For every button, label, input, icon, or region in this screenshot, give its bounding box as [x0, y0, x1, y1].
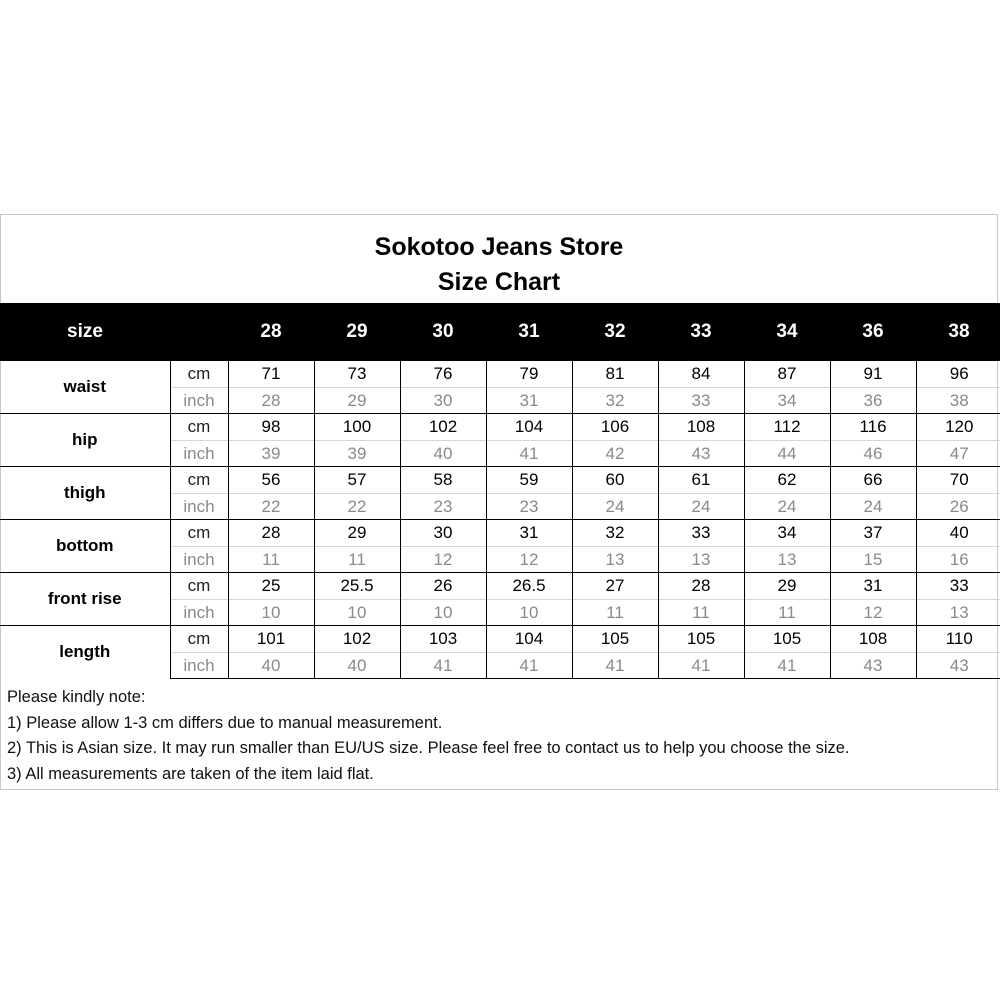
inch-value-cell: 10 [314, 600, 400, 626]
inch-value-cell: 44 [744, 441, 830, 467]
size-table [0, 303, 1000, 679]
cm-value-cell: 33 [916, 573, 1000, 600]
inch-value-cell: 12 [400, 547, 486, 573]
cm-value-cell: 37 [830, 520, 916, 547]
inch-value-cell: 10 [400, 600, 486, 626]
measure-label: hip [0, 414, 170, 467]
size-header-cell: 28 [228, 303, 314, 361]
cm-value-cell: 32 [572, 520, 658, 547]
inch-value-cell: 41 [658, 653, 744, 679]
inch-value-cell: 15 [830, 547, 916, 573]
chart-subtitle: Size Chart [437, 268, 561, 296]
inch-value-cell: 41 [572, 653, 658, 679]
cm-value-cell: 100 [314, 414, 400, 441]
measure-label: thigh [0, 467, 170, 520]
notes-heading: Please kindly note: [7, 688, 146, 706]
cm-value-cell: 70 [916, 467, 1000, 494]
unit-inch-label: inch [170, 547, 228, 573]
unit-cm-label: cm [170, 520, 228, 547]
cm-value-cell: 112 [744, 414, 830, 441]
inch-value-cell: 40 [314, 653, 400, 679]
inch-value-cell: 34 [744, 388, 830, 414]
inch-value-cell: 11 [744, 600, 830, 626]
size-header-row [0, 303, 1000, 361]
table-row [0, 361, 1000, 388]
chart-title [1, 215, 997, 303]
size-header-cell: 38 [916, 303, 1000, 361]
size-header-cell: 30 [400, 303, 486, 361]
cm-value-cell: 91 [830, 361, 916, 388]
inch-value-cell: 40 [400, 441, 486, 467]
inch-value-cell: 11 [314, 547, 400, 573]
unit-inch-label: inch [170, 388, 228, 414]
cm-value-cell: 104 [486, 414, 572, 441]
inch-value-cell: 11 [658, 600, 744, 626]
inch-value-cell: 43 [658, 441, 744, 467]
inch-value-cell: 26 [916, 494, 1000, 520]
cm-value-cell: 66 [830, 467, 916, 494]
table-row [0, 414, 1000, 441]
cm-value-cell: 29 [314, 520, 400, 547]
inch-value-cell: 32 [572, 388, 658, 414]
cm-value-cell: 104 [486, 626, 572, 653]
cm-value-cell: 105 [744, 626, 830, 653]
notes-section [1, 679, 997, 787]
inch-value-cell: 13 [572, 547, 658, 573]
size-header-cell: 33 [658, 303, 744, 361]
inch-value-cell: 10 [228, 600, 314, 626]
inch-value-cell: 41 [486, 653, 572, 679]
inch-value-cell: 23 [486, 494, 572, 520]
cm-value-cell: 96 [916, 361, 1000, 388]
size-header-cell: 32 [572, 303, 658, 361]
inch-value-cell: 29 [314, 388, 400, 414]
note-item: 3) All measurements are taken of the item laid flat. [7, 764, 374, 783]
unit-inch-label: inch [170, 441, 228, 467]
unit-inch-label: inch [170, 653, 228, 679]
cm-value-cell: 76 [400, 361, 486, 388]
size-header-label: size [0, 303, 170, 361]
inch-value-cell: 46 [830, 441, 916, 467]
cm-value-cell: 56 [228, 467, 314, 494]
unit-inch-label: inch [170, 494, 228, 520]
inch-value-cell: 24 [572, 494, 658, 520]
inch-value-cell: 38 [916, 388, 1000, 414]
cm-value-cell: 120 [916, 414, 1000, 441]
cm-value-cell: 87 [744, 361, 830, 388]
size-chart [0, 214, 998, 790]
inch-value-cell: 16 [916, 547, 1000, 573]
cm-value-cell: 98 [228, 414, 314, 441]
inch-value-cell: 13 [744, 547, 830, 573]
table-row [0, 520, 1000, 547]
cm-value-cell: 30 [400, 520, 486, 547]
inch-value-cell: 39 [314, 441, 400, 467]
table-row [0, 626, 1000, 653]
cm-value-cell: 26.5 [486, 573, 572, 600]
cm-value-cell: 33 [658, 520, 744, 547]
unit-cm-label: cm [170, 573, 228, 600]
inch-value-cell: 41 [744, 653, 830, 679]
cm-value-cell: 105 [658, 626, 744, 653]
inch-value-cell: 41 [400, 653, 486, 679]
cm-value-cell: 101 [228, 626, 314, 653]
unit-cm-label: cm [170, 626, 228, 653]
cm-value-cell: 106 [572, 414, 658, 441]
cm-value-cell: 102 [314, 626, 400, 653]
table-row [0, 467, 1000, 494]
cm-value-cell: 25 [228, 573, 314, 600]
inch-value-cell: 24 [658, 494, 744, 520]
inch-value-cell: 13 [916, 600, 1000, 626]
unit-inch-label: inch [170, 600, 228, 626]
inch-value-cell: 24 [830, 494, 916, 520]
cm-value-cell: 108 [658, 414, 744, 441]
inch-value-cell: 22 [314, 494, 400, 520]
table-row [0, 573, 1000, 600]
size-header-cell: 36 [830, 303, 916, 361]
measure-label: waist [63, 377, 107, 396]
inch-value-cell: 22 [228, 494, 314, 520]
cm-value-cell: 57 [314, 467, 400, 494]
inch-value-cell: 42 [572, 441, 658, 467]
inch-value-cell: 12 [830, 600, 916, 626]
cm-value-cell: 60 [572, 467, 658, 494]
unit-cm-label: cm [170, 414, 228, 441]
inch-value-cell: 36 [830, 388, 916, 414]
inch-value-cell: 31 [486, 388, 572, 414]
cm-value-cell: 26 [400, 573, 486, 600]
table-body [0, 361, 1000, 679]
size-header-cell: 31 [486, 303, 572, 361]
inch-value-cell: 41 [486, 441, 572, 467]
cm-value-cell: 29 [744, 573, 830, 600]
unit-header-blank [170, 303, 228, 361]
measure-label: bottom [0, 520, 170, 573]
cm-value-cell: 28 [658, 573, 744, 600]
note-item: 2) This is Asian size. It may run smaller than EU/US size. Please feel free to contact us to help you choose the size. [7, 739, 850, 757]
measure-label: length [0, 626, 170, 679]
cm-value-cell: 61 [658, 467, 744, 494]
cm-value-cell: 31 [830, 573, 916, 600]
inch-value-cell: 39 [228, 441, 314, 467]
inch-value-cell: 11 [228, 547, 314, 573]
cm-value-cell: 79 [486, 361, 572, 388]
cm-value-cell: 27 [572, 573, 658, 600]
inch-value-cell: 47 [916, 441, 1000, 467]
size-header-cell: 34 [744, 303, 830, 361]
inch-value-cell: 23 [400, 494, 486, 520]
inch-value-cell: 30 [400, 388, 486, 414]
cm-value-cell: 81 [572, 361, 658, 388]
cm-value-cell: 116 [830, 414, 916, 441]
inch-value-cell: 12 [486, 547, 572, 573]
inch-value-cell: 40 [228, 653, 314, 679]
inch-value-cell: 13 [658, 547, 744, 573]
cm-value-cell: 102 [400, 414, 486, 441]
inch-value-cell: 28 [228, 388, 314, 414]
cm-value-cell: 62 [744, 467, 830, 494]
note-item: 1) Please allow 1-3 cm differs due to manual measurement. [7, 713, 443, 732]
cm-value-cell: 84 [658, 361, 744, 388]
size-header-cell: 29 [314, 303, 400, 361]
cm-value-cell: 73 [314, 361, 400, 388]
inch-value-cell: 10 [486, 600, 572, 626]
inch-value-cell: 33 [658, 388, 744, 414]
cm-value-cell: 108 [830, 626, 916, 653]
inch-value-cell: 43 [916, 653, 1000, 679]
cm-value-cell: 110 [916, 626, 1000, 653]
cm-value-cell: 71 [228, 361, 314, 388]
inch-value-cell: 11 [572, 600, 658, 626]
inch-value-cell: 24 [744, 494, 830, 520]
unit-cm-label: cm [170, 467, 228, 494]
inch-value-cell: 43 [830, 653, 916, 679]
cm-value-cell: 34 [744, 520, 830, 547]
cm-value-cell: 28 [228, 520, 314, 547]
cm-value-cell: 40 [916, 520, 1000, 547]
unit-cm-label: cm [170, 361, 228, 388]
cm-value-cell: 25.5 [314, 573, 400, 600]
cm-value-cell: 59 [486, 467, 572, 494]
store-name: Sokotoo Jeans Store [374, 233, 624, 261]
measure-label: front rise [0, 573, 170, 626]
cm-value-cell: 58 [400, 467, 486, 494]
cm-value-cell: 31 [486, 520, 572, 547]
cm-value-cell: 105 [572, 626, 658, 653]
cm-value-cell: 103 [400, 626, 486, 653]
